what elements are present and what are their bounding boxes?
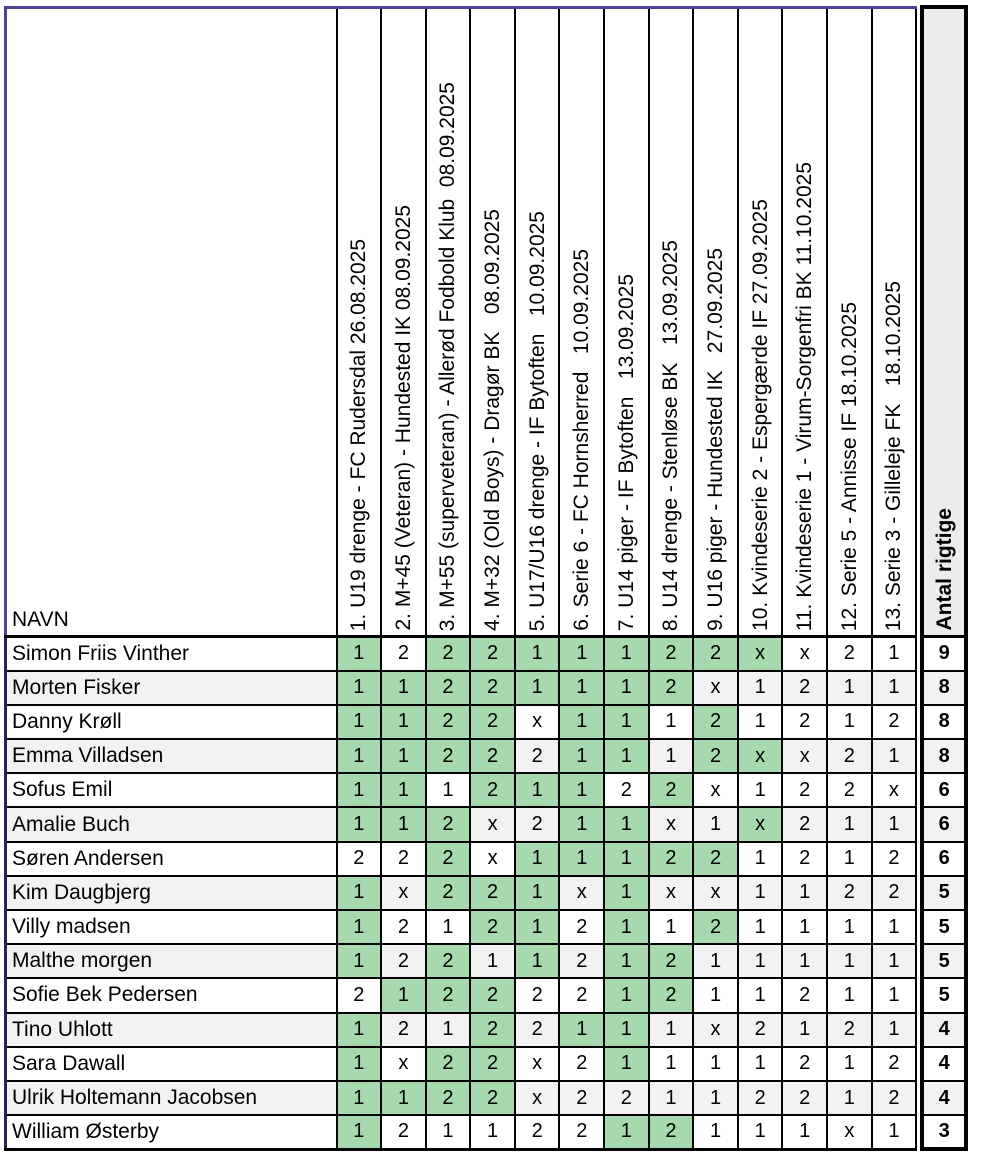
pick-cell-correct: 1 (515, 637, 560, 671)
pick-cell: x (559, 876, 604, 910)
pick-cell: 2 (604, 773, 649, 807)
antal-value-cell: 6 (922, 773, 966, 807)
pick-cell: 1 (738, 773, 783, 807)
pick-cell: 1 (693, 1047, 738, 1081)
pick-cell-correct: 2 (649, 842, 694, 876)
player-name-cell: Ulrik Holtemann Jacobsen (6, 1081, 337, 1115)
pick-cell: x (693, 773, 738, 807)
pick-cell: 1 (693, 807, 738, 841)
match-column-label: 1. U19 drenge - FC Rudersdal 26.08.2025 (347, 238, 371, 631)
pick-cell: 1 (738, 1115, 783, 1149)
player-row (6, 842, 967, 876)
antal-column-label: Antal rigtige (932, 508, 956, 631)
pick-cell-correct: 2 (649, 773, 694, 807)
pick-cell: 1 (872, 1013, 917, 1047)
pick-cell: 1 (426, 1013, 471, 1047)
pick-cell: 2 (827, 876, 872, 910)
pick-cell-correct: 1 (381, 1081, 426, 1115)
match-column-label: 13. Serie 3 - Gilleleje FK 18.10.2025 (882, 280, 906, 631)
pick-cell-correct: 1 (604, 944, 649, 978)
antal-value-cell: 3 (922, 1115, 966, 1149)
player-name-cell: Sofie Bek Pedersen (6, 978, 337, 1012)
pick-cell-correct: 2 (426, 944, 471, 978)
pick-cell: 1 (738, 842, 783, 876)
pick-cell-correct: 1 (337, 1081, 382, 1115)
pick-cell: 1 (827, 944, 872, 978)
pick-cell: x (693, 876, 738, 910)
pick-cell-correct: 2 (426, 978, 471, 1012)
pick-cell-correct: 2 (426, 705, 471, 739)
pick-cell: 2 (827, 739, 872, 773)
pick-cell-correct: 2 (470, 739, 515, 773)
player-name-cell: Danny Krøll (6, 705, 337, 739)
pick-cell-correct: 2 (693, 637, 738, 671)
player-row (6, 1013, 967, 1047)
pick-cell: x (515, 1047, 560, 1081)
pick-cell-correct: 1 (381, 671, 426, 705)
antal-value-cell: 5 (922, 978, 966, 1012)
pick-cell-correct: 1 (515, 876, 560, 910)
antal-value-cell: 8 (922, 739, 966, 773)
match-column-header (827, 7, 872, 637)
player-name-cell: Morten Fisker (6, 671, 337, 705)
match-column-label: 7. U14 piger - IF Bytoften 13.09.2025 (614, 273, 638, 631)
pick-cell-correct: 2 (426, 842, 471, 876)
pick-cell: 2 (827, 637, 872, 671)
pick-cell-correct: x (738, 807, 783, 841)
pick-cell: 1 (426, 773, 471, 807)
table-body (6, 637, 967, 1150)
pick-cell: 2 (782, 1047, 827, 1081)
antal-value-cell: 5 (922, 944, 966, 978)
pick-cell-correct: 2 (470, 876, 515, 910)
pick-cell-correct: 1 (515, 944, 560, 978)
antal-value-cell: 4 (922, 1047, 966, 1081)
pick-cell: 1 (827, 978, 872, 1012)
pick-cell-correct: 2 (470, 773, 515, 807)
pick-cell: 2 (559, 1115, 604, 1149)
pick-cell-correct: 2 (426, 1081, 471, 1115)
pick-cell: 2 (337, 842, 382, 876)
match-column-header (426, 7, 471, 637)
pick-cell-correct: 1 (337, 705, 382, 739)
antal-value-cell: 6 (922, 842, 966, 876)
player-row (6, 1115, 967, 1149)
pick-cell: 2 (782, 978, 827, 1012)
pick-cell: 1 (827, 705, 872, 739)
pick-cell-correct: 1 (337, 739, 382, 773)
pick-cell-correct: 1 (337, 944, 382, 978)
pick-cell-correct: 1 (337, 671, 382, 705)
player-row (6, 807, 967, 841)
pick-cell-correct: 1 (337, 1115, 382, 1149)
match-column-header (693, 7, 738, 637)
pick-cell-correct: 1 (604, 842, 649, 876)
pick-cell: x (693, 671, 738, 705)
pick-cell: 1 (872, 978, 917, 1012)
pick-cell: 1 (872, 807, 917, 841)
pick-cell: 1 (782, 910, 827, 944)
pick-cell: 1 (649, 1081, 694, 1115)
name-column-label: NAVN (12, 608, 69, 631)
pick-cell-correct: 2 (649, 978, 694, 1012)
pick-cell-correct: 2 (649, 671, 694, 705)
pick-cell: 1 (426, 1115, 471, 1149)
pick-cell-correct: 2 (426, 671, 471, 705)
pick-cell: 2 (381, 1013, 426, 1047)
pick-cell: 2 (381, 637, 426, 671)
player-row (6, 978, 967, 1012)
match-column-header (738, 7, 783, 637)
pick-cell-correct: 1 (337, 807, 382, 841)
pick-cell: 2 (381, 910, 426, 944)
player-name-cell: Amalie Buch (6, 807, 337, 841)
match-column-label: 8. U14 drenge - Stenløse BK 13.09.2025 (659, 239, 683, 631)
pick-cell: 2 (515, 807, 560, 841)
pick-cell: 1 (693, 1081, 738, 1115)
pick-cell: 2 (381, 842, 426, 876)
pick-cell-correct: 2 (470, 978, 515, 1012)
pick-cell-correct: 1 (604, 1013, 649, 1047)
pick-cell-correct: 1 (604, 739, 649, 773)
player-row (6, 944, 967, 978)
pick-cell: 1 (827, 910, 872, 944)
player-name-cell: Malthe morgen (6, 944, 337, 978)
pick-cell: 1 (782, 1115, 827, 1149)
match-column-label: 10. Kvindeserie 2 - Espergærde IF 27.09.2025 (748, 199, 772, 631)
pick-cell: x (649, 807, 694, 841)
pick-cell: 1 (693, 1115, 738, 1149)
pick-cell-correct: 1 (381, 807, 426, 841)
pick-cell: 1 (649, 1013, 694, 1047)
pick-cell: x (827, 1115, 872, 1149)
match-column-label: 11. Kvindeserie 1 - Virum-Sorgenfri BK 11.10.2025 (793, 161, 817, 631)
prediction-table (4, 5, 968, 1151)
pick-cell-correct: 1 (381, 705, 426, 739)
pick-cell: 1 (693, 978, 738, 1012)
pick-cell-correct: 1 (604, 1115, 649, 1149)
pick-cell: 1 (738, 1047, 783, 1081)
player-name-cell: Tino Uhlott (6, 1013, 337, 1047)
pick-cell: 2 (515, 1013, 560, 1047)
pick-cell: x (782, 637, 827, 671)
player-name-cell: Sara Dawall (6, 1047, 337, 1081)
antal-value-cell: 8 (922, 671, 966, 705)
pick-cell: 2 (738, 1013, 783, 1047)
pick-cell: 1 (782, 1013, 827, 1047)
pick-cell-correct: 1 (559, 1013, 604, 1047)
pick-cell-correct: 1 (604, 910, 649, 944)
player-name-cell: Villy madsen (6, 910, 337, 944)
pick-cell: 1 (782, 876, 827, 910)
match-column-header (872, 7, 917, 637)
pick-cell: 2 (827, 773, 872, 807)
pick-cell: 2 (515, 739, 560, 773)
match-column-header (559, 7, 604, 637)
pick-cell-correct: 1 (337, 637, 382, 671)
pick-cell-correct: 1 (337, 876, 382, 910)
player-name-cell: Emma Villadsen (6, 739, 337, 773)
pick-cell: x (381, 1047, 426, 1081)
pick-cell-correct: x (738, 739, 783, 773)
pick-cell-correct: 2 (470, 1013, 515, 1047)
pick-cell-correct: 1 (515, 671, 560, 705)
pick-cell: 2 (782, 842, 827, 876)
pick-cell-correct: 2 (426, 739, 471, 773)
pick-cell: 2 (381, 944, 426, 978)
pick-cell: 1 (827, 842, 872, 876)
pick-cell: x (782, 739, 827, 773)
pick-cell: 2 (515, 1115, 560, 1149)
pick-cell: 1 (782, 944, 827, 978)
pick-cell: 2 (559, 910, 604, 944)
antal-value-cell: 6 (922, 807, 966, 841)
pick-cell-correct: 1 (559, 739, 604, 773)
match-column-label: 6. Serie 6 - FC Hornsherred 10.09.2025 (570, 249, 594, 631)
pick-cell-correct: 2 (693, 842, 738, 876)
pick-cell-correct: 2 (649, 1115, 694, 1149)
match-column-header (604, 7, 649, 637)
pick-cell: x (872, 773, 917, 807)
pick-cell: 2 (559, 1047, 604, 1081)
pick-cell: 1 (872, 671, 917, 705)
player-row (6, 671, 967, 705)
pick-cell: 1 (738, 705, 783, 739)
pick-cell: 1 (738, 944, 783, 978)
pick-cell-correct: 2 (693, 739, 738, 773)
player-row (6, 910, 967, 944)
pick-cell-correct: 1 (559, 842, 604, 876)
player-name-cell: William Østerby (6, 1115, 337, 1149)
pick-cell-correct: 2 (649, 944, 694, 978)
match-column-header (381, 7, 426, 637)
pick-cell: x (515, 705, 560, 739)
player-name-cell: Simon Friis Vinther (6, 637, 337, 671)
antal-column-header (922, 7, 966, 637)
pick-cell: 1 (649, 910, 694, 944)
pick-cell: 1 (827, 807, 872, 841)
pick-cell: 2 (738, 1081, 783, 1115)
pick-cell: 2 (337, 978, 382, 1012)
pick-cell: 2 (381, 1115, 426, 1149)
pick-cell: x (470, 807, 515, 841)
pick-cell-correct: 2 (470, 671, 515, 705)
match-column-label: 9. U16 piger - Hundested IK 27.09.2025 (704, 248, 728, 631)
pick-cell: 1 (827, 671, 872, 705)
pick-cell: 1 (827, 1047, 872, 1081)
pick-cell: 1 (649, 739, 694, 773)
pick-cell: x (649, 876, 694, 910)
pick-cell-correct: 1 (559, 773, 604, 807)
pick-cell: 2 (872, 1047, 917, 1081)
pick-cell: 1 (738, 978, 783, 1012)
pick-cell-correct: 1 (604, 1047, 649, 1081)
pick-cell: 2 (782, 705, 827, 739)
player-name-cell: Sofus Emil (6, 773, 337, 807)
pick-cell-correct: 2 (470, 1047, 515, 1081)
player-row (6, 876, 967, 910)
pick-cell-correct: 1 (337, 910, 382, 944)
pick-cell: 1 (738, 671, 783, 705)
pick-cell-correct: 1 (337, 773, 382, 807)
pick-cell-correct: 1 (604, 978, 649, 1012)
pick-cell: 2 (782, 773, 827, 807)
pick-cell-correct: 2 (693, 910, 738, 944)
pick-cell: 1 (426, 910, 471, 944)
player-row (6, 739, 967, 773)
pick-cell: 1 (872, 1115, 917, 1149)
pick-cell: 2 (604, 1081, 649, 1115)
pick-cell: 2 (782, 671, 827, 705)
pick-cell-correct: 1 (604, 876, 649, 910)
pick-cell: 1 (738, 910, 783, 944)
pick-cell: 1 (470, 944, 515, 978)
pick-cell: 2 (559, 978, 604, 1012)
pick-cell: 1 (872, 637, 917, 671)
pick-cell-correct: 1 (515, 842, 560, 876)
pick-cell: 1 (872, 910, 917, 944)
pick-cell-correct: 1 (559, 807, 604, 841)
pick-cell-correct: 1 (337, 1047, 382, 1081)
pick-cell: 2 (515, 978, 560, 1012)
pick-cell: 2 (827, 1013, 872, 1047)
antal-value-cell: 4 (922, 1013, 966, 1047)
antal-value-cell: 5 (922, 910, 966, 944)
pick-cell: 1 (872, 944, 917, 978)
name-column-header (6, 7, 337, 637)
pick-cell: 1 (872, 739, 917, 773)
pick-cell-correct: 2 (426, 807, 471, 841)
antal-value-cell: 9 (922, 637, 966, 671)
match-column-label: 12. Serie 5 - Annisse IF 18.10.2025 (837, 301, 861, 631)
player-row (6, 705, 967, 739)
pick-cell-correct: 1 (381, 739, 426, 773)
antal-value-cell: 8 (922, 705, 966, 739)
pick-cell: 2 (782, 1081, 827, 1115)
player-row (6, 1081, 967, 1115)
pick-cell: x (693, 1013, 738, 1047)
player-name-cell: Kim Daugbjerg (6, 876, 337, 910)
pick-cell-correct: 1 (604, 807, 649, 841)
pick-cell-correct: 1 (381, 978, 426, 1012)
pick-cell-correct: 1 (604, 705, 649, 739)
pick-cell: 1 (738, 876, 783, 910)
pick-cell: 2 (872, 1081, 917, 1115)
pick-cell: x (515, 1081, 560, 1115)
pick-cell: 1 (470, 1115, 515, 1149)
pick-cell-correct: 2 (693, 705, 738, 739)
pick-cell-correct: 2 (470, 910, 515, 944)
match-column-header (515, 7, 560, 637)
pick-cell-correct: 2 (470, 705, 515, 739)
pick-cell-correct: 1 (559, 637, 604, 671)
pick-cell-correct: 1 (559, 671, 604, 705)
antal-value-cell: 5 (922, 876, 966, 910)
player-name-cell: Søren Andersen (6, 842, 337, 876)
pick-cell: 1 (649, 705, 694, 739)
prediction-sheet (4, 5, 996, 1151)
match-column-label: 4. M+32 (Old Boys) - Dragør BK 08.09.2025 (481, 209, 505, 631)
pick-cell-correct: 2 (649, 637, 694, 671)
pick-cell-correct: 2 (426, 637, 471, 671)
match-column-label: 2. M+45 (Veteran) - Hundested IK 08.09.2025 (391, 205, 415, 631)
pick-cell-correct: 2 (470, 637, 515, 671)
player-row (6, 637, 967, 671)
match-column-label: 5. U17/U16 drenge - IF Bytoften 10.09.2025 (525, 210, 549, 631)
pick-cell: 2 (872, 705, 917, 739)
pick-cell-correct: 2 (470, 1081, 515, 1115)
pick-cell-correct: 1 (604, 671, 649, 705)
match-column-header (649, 7, 694, 637)
pick-cell-correct: 2 (426, 1047, 471, 1081)
pick-cell: 2 (872, 842, 917, 876)
pick-cell: 1 (693, 944, 738, 978)
player-row (6, 773, 967, 807)
match-column-header (782, 7, 827, 637)
pick-cell: x (470, 842, 515, 876)
pick-cell: 2 (782, 807, 827, 841)
pick-cell: x (381, 876, 426, 910)
pick-cell-correct: 1 (515, 773, 560, 807)
pick-cell-correct: 1 (337, 1013, 382, 1047)
pick-cell-correct: 1 (515, 910, 560, 944)
pick-cell: 1 (649, 1047, 694, 1081)
pick-cell: 2 (559, 1081, 604, 1115)
header-row (6, 7, 967, 637)
pick-cell-correct: 1 (381, 773, 426, 807)
pick-cell: 1 (827, 1081, 872, 1115)
pick-cell-correct: 2 (426, 876, 471, 910)
pick-cell-correct: 1 (559, 705, 604, 739)
match-column-label: 3. M+55 (superveteran) - Allerød Fodbold Klub 08.09.2025 (436, 81, 460, 631)
pick-cell: 2 (559, 944, 604, 978)
pick-cell-correct: x (738, 637, 783, 671)
player-row (6, 1047, 967, 1081)
match-column-header (470, 7, 515, 637)
antal-value-cell: 4 (922, 1081, 966, 1115)
pick-cell-correct: 1 (604, 637, 649, 671)
pick-cell: 2 (872, 876, 917, 910)
match-column-header (337, 7, 382, 637)
